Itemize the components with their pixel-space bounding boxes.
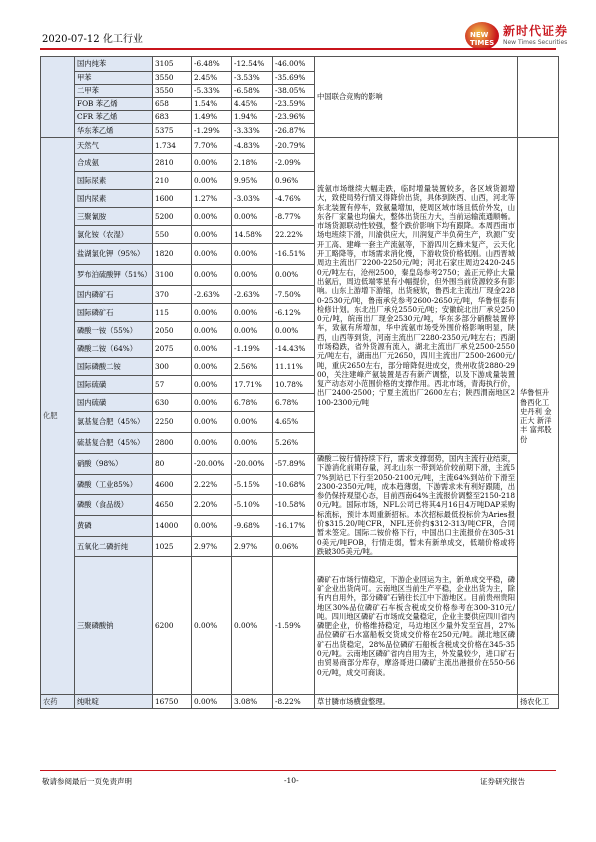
weekly-change: 0.00%: [192, 208, 232, 226]
commodity-name: 磷酸一铵（55%）: [75, 322, 153, 340]
latest-price: 3100: [153, 265, 192, 286]
weekly-change: 2.45%: [192, 72, 232, 85]
weekly-change: 1.49%: [192, 111, 232, 124]
yearly-change: -26.87%: [273, 124, 315, 138]
weekly-change: -1.29%: [192, 124, 232, 138]
yearly-change: 22.22%: [273, 226, 315, 244]
latest-price: 4650: [153, 495, 192, 516]
latest-price: 550: [153, 226, 192, 244]
commodity-name: 国内纯苯: [75, 57, 153, 72]
header-divider: [40, 48, 556, 50]
yearly-change: -35.69%: [273, 72, 315, 85]
commodity-name: 天然气: [75, 138, 153, 154]
monthly-change: 0.00%: [232, 265, 273, 286]
latest-price: 6200: [153, 557, 192, 695]
report-date-title: 2020-07-12 化工行业: [42, 34, 143, 45]
monthly-change: -4.83%: [232, 138, 273, 154]
monthly-change: 1.94%: [232, 111, 273, 124]
weekly-change: 2.97%: [192, 536, 232, 557]
yearly-change: -2.09%: [273, 154, 315, 172]
latest-price: 115: [153, 304, 192, 322]
latest-price: 2050: [153, 322, 192, 340]
price-table: [40, 56, 559, 709]
yearly-change: -16.51%: [273, 244, 315, 265]
yearly-change: -16.17%: [273, 515, 315, 536]
latest-price: 80: [153, 454, 192, 475]
weekly-change: 0.00%: [192, 557, 232, 695]
monthly-change: -20.00%: [232, 454, 273, 475]
yearly-change: 4.65%: [273, 412, 315, 433]
monthly-change: -6.58%: [232, 85, 273, 98]
commodity-name: 国际硫磺: [75, 376, 153, 394]
yearly-change: -6.12%: [273, 304, 315, 322]
table-row: [41, 454, 559, 475]
monthly-change: 17.71%: [232, 376, 273, 394]
monthly-change: 0.00%: [232, 208, 273, 226]
weekly-change: 0.00%: [192, 376, 232, 394]
weekly-change: 0.00%: [192, 394, 232, 412]
weekly-change: 1.27%: [192, 190, 232, 208]
latest-price: 683: [153, 111, 192, 124]
commodity-name: 磷酸（食品级）: [75, 495, 153, 516]
commodity-name: 磷酸（工业85%）: [75, 474, 153, 495]
latest-price: 658: [153, 98, 192, 111]
market-commentary: 磷酸二铵行情持续下行，需求支撑弱势，国内主流行业结束，下游消化前期存量，河北山东一带到站价较前期下滑，主流57%到站已下行至2050-2100元/吨，主流64%到站价下滑至2300-2350元/吨，成本趋薄弱，下游需求未有利好跟随，出参仍保持观望心态，目前西南64%主流报价调整至2150-2180元/吨。国际市场，NFL公司已将其4月16日4万吨DAP采购标流标，预计本周重新招标。本次招标最低投标价为Aries报价$315.20/吨CFR，NFL还价约$312-313/吨CFR，合同暂未签定。国际二铵价格下行，中国出口主流报价在305-310美元/吨FOB，行情走弱，暂未有新单成交，低端价格或将跌破305美元/吨。: [315, 454, 518, 557]
monthly-change: -1.19%: [232, 340, 273, 358]
yearly-change: 5.26%: [273, 433, 315, 454]
commodity-name: 氯化铵（农湿）: [75, 226, 153, 244]
weekly-change: -5.33%: [192, 85, 232, 98]
market-commentary: 中国联合竞购的影响: [315, 57, 518, 138]
yearly-change: 0.06%: [273, 536, 315, 557]
commodity-name: 氯基复合肥（45%）: [75, 412, 153, 433]
weekly-change: 2.20%: [192, 495, 232, 516]
yearly-change: -46.00%: [273, 57, 315, 72]
yearly-change: 0.96%: [273, 172, 315, 190]
latest-price: 14000: [153, 515, 192, 536]
commodity-name: 甲苯: [75, 72, 153, 85]
table-row: [41, 138, 559, 154]
latest-price: 2800: [153, 433, 192, 454]
monthly-change: -3.03%: [232, 190, 273, 208]
logo-emblem-icon: NEW TIMES: [465, 22, 499, 50]
yearly-change: 0.00%: [273, 322, 315, 340]
weekly-change: 0.00%: [192, 340, 232, 358]
yearly-change: -1.59%: [273, 557, 315, 695]
latest-price: 5375: [153, 124, 192, 138]
commodity-name: 三聚氰胺: [75, 208, 153, 226]
table-row: [41, 557, 559, 695]
category-cell: 农药: [41, 695, 75, 709]
logo-english-name: New Times Securities: [503, 39, 568, 46]
weekly-change: 0.00%: [192, 358, 232, 376]
market-commentary: 磷矿石市场行情稳定，下游企业回运为主，新单成交平稳，磷矿企业出货尚可。云南地区当前生产平稳，企业出货为主，除有内自用外，部分磷矿石销往长江中下游地区。目前贵州贵阳地区30%品位磷矿石车板含税成交价格参考在300-310元/吨。四川地区磷矿石市场成交量稳定，企业主要供应四川省内磷肥企业，价格维持稳定，马边地区少量外发至宜昌，27%品位磷矿石水富船板交货成交价格在250元/吨。湖北地区磷矿石出货稳定，28%品位磷矿石船板含税成交价格在345-350元/吨。云南地区磷矿省内自用为主，外发量较少，进口矿石由贸易商部分库存，摩洛哥进口磷矿主流出港报价在550-560元/吨，成交可商谈。: [315, 557, 518, 695]
commodity-name: 二甲苯: [75, 85, 153, 98]
yearly-change: -23.59%: [273, 98, 315, 111]
footer-report-type: 证券研究报告: [480, 777, 525, 786]
latest-price: 3550: [153, 72, 192, 85]
commodity-name: 黄磷: [75, 515, 153, 536]
yearly-change: 0.00%: [273, 265, 315, 286]
commodity-name: 盐湖氯化钾（95%）: [75, 244, 153, 265]
commodity-name: 罗布泊硫酸钾（51%）: [75, 265, 153, 286]
yearly-change: 11.11%: [273, 358, 315, 376]
monthly-change: -5.10%: [232, 495, 273, 516]
latest-price: 1600: [153, 190, 192, 208]
monthly-change: -3.33%: [232, 124, 273, 138]
commodity-name: 华东苯乙烯: [75, 124, 153, 138]
yearly-change: -8.22%: [273, 695, 315, 709]
latest-price: 1.734: [153, 138, 192, 154]
weekly-change: 7.70%: [192, 138, 232, 154]
commodity-name: 国内硫磺: [75, 394, 153, 412]
related-stocks: 华鲁恒升 鲁西化工 史丹利 金正大 新洋丰 富邦股份: [518, 138, 559, 695]
monthly-change: 2.18%: [232, 154, 273, 172]
weekly-change: -6.48%: [192, 57, 232, 72]
yearly-change: -8.77%: [273, 208, 315, 226]
monthly-change: 9.95%: [232, 172, 273, 190]
commodity-name: 国际磷矿石: [75, 304, 153, 322]
latest-price: 370: [153, 286, 192, 304]
weekly-change: 0.00%: [192, 244, 232, 265]
yearly-change: -20.79%: [273, 138, 315, 154]
latest-price: 2250: [153, 412, 192, 433]
commodity-name: 国际磷酸二铵: [75, 358, 153, 376]
commodity-name: CFR 苯乙烯: [75, 111, 153, 124]
weekly-change: 0.00%: [192, 322, 232, 340]
market-commentary: 流氨市场继续大幅走跌，临时增量装置较多，各区域货源增大，致使局势行情又得降价出货，具体到陕西、山西，河北等东北装置有停车，致氨量增加，使周区域市场且低价外发，山东各厂家量也均偏大，整体出货压力大，当前运输流通顺畅。市场货源联动性较强，整个跌价影响下均有跟降。本周西南市场电班续下滑，川渝供应大，川润复产半负荷生产，玖源广安开工高、建峰一套主产流氨等，下游四川乞蜂未复产，云天化开工略降等，市场需求消化慢，下游收货价格低刚。山西晋城周边主流出厂2200-2250元/吨；河北石家庄周边2420-2450元/吨左右，沧州2500，秦皇岛参考2750；盖正元停止大量出氨后，周边低端零星有小幅提价，但外围当前货源较多有影响。山东上游增下游缩，出货疲软，鲁西北主流出厂现金2280-2530元/吨，鲁南承兑参考2600-2650元/吨，华鲁恒泰有检修计划。东北出厂承兑2550元/吨；安徽皖北出厂承兑2500元/吨，皖南出厂现金2530元/吨，华东多部分硝酸装置停车，致氨有所增加，华中流氨市场受外围价格影响明显，陕西，山西等到货，河南主流出厂2280-2350元/吨左右；西湖市场稳跌，省外货源有流入，湖北主流出厂承兑2500-2550元/吨左右，湖南出厂元2650，四川主流出厂2500-2600元/吨，重庆2650左右，部分暗降促进成交，贵州收货2880-2900，关注建峰产氨装置是否有新产调整，以及下游成量装置复产动态对小范围价格的支撑作用。西北市场，青海执行价，出厂2400-2500；宁夏主流出厂2600左右；陕西渭南地区2100-2300元/吨: [315, 138, 518, 454]
yearly-change: -23.96%: [273, 111, 315, 124]
monthly-change: -9.68%: [232, 515, 273, 536]
weekly-change: -2.63%: [192, 286, 232, 304]
commodity-name: 五氧化二磷折纯: [75, 536, 153, 557]
related-stocks: [518, 57, 559, 138]
latest-price: 3550: [153, 85, 192, 98]
latest-price: 1820: [153, 244, 192, 265]
latest-price: 210: [153, 172, 192, 190]
commodity-name: 三聚磷酸钠: [75, 557, 153, 695]
yearly-change: -57.89%: [273, 454, 315, 475]
commodity-name: 国内磷矿石: [75, 286, 153, 304]
monthly-change: 2.97%: [232, 536, 273, 557]
monthly-change: 0.00%: [232, 557, 273, 695]
footer-divider: [40, 770, 556, 771]
monthly-change: 0.00%: [232, 433, 273, 454]
weekly-change: 0.00%: [192, 304, 232, 322]
yearly-change: -7.50%: [273, 286, 315, 304]
latest-price: 3105: [153, 57, 192, 72]
latest-price: 57: [153, 376, 192, 394]
market-commentary: 草甘膦市场横盘整理。: [315, 695, 518, 709]
monthly-change: -5.15%: [232, 474, 273, 495]
weekly-change: 0.00%: [192, 695, 232, 709]
yearly-change: 10.78%: [273, 376, 315, 394]
monthly-change: 0.00%: [232, 412, 273, 433]
weekly-change: 0.00%: [192, 433, 232, 454]
weekly-change: 0.00%: [192, 172, 232, 190]
monthly-change: 4.45%: [232, 98, 273, 111]
weekly-change: 1.54%: [192, 98, 232, 111]
monthly-change: -3.53%: [232, 72, 273, 85]
weekly-change: 0.00%: [192, 515, 232, 536]
monthly-change: 3.08%: [232, 695, 273, 709]
commodity-name: 国内尿素: [75, 190, 153, 208]
monthly-change: 14.58%: [232, 226, 273, 244]
logo-chinese-name: 新时代证券: [503, 24, 569, 38]
monthly-change: 0.00%: [232, 322, 273, 340]
commodity-name: 合成氨: [75, 154, 153, 172]
latest-price: 2075: [153, 340, 192, 358]
yearly-change: -10.58%: [273, 495, 315, 516]
latest-price: 16750: [153, 695, 192, 709]
weekly-change: -20.00%: [192, 454, 232, 475]
latest-price: 2810: [153, 154, 192, 172]
weekly-change: 2.22%: [192, 474, 232, 495]
latest-price: 4600: [153, 474, 192, 495]
table-row: [41, 57, 559, 72]
commodity-name: 硝酸（98%）: [75, 454, 153, 475]
related-stocks: 扬农化工: [518, 695, 559, 709]
monthly-change: -2.63%: [232, 286, 273, 304]
monthly-change: 2.56%: [232, 358, 273, 376]
yearly-change: -10.68%: [273, 474, 315, 495]
monthly-change: 0.00%: [232, 304, 273, 322]
category-cell: 化肥: [41, 138, 75, 695]
weekly-change: 0.00%: [192, 154, 232, 172]
latest-price: 630: [153, 394, 192, 412]
page-number: -10-: [284, 776, 299, 785]
commodity-name: 国际尿素: [75, 172, 153, 190]
monthly-change: 0.00%: [232, 244, 273, 265]
latest-price: 1025: [153, 536, 192, 557]
weekly-change: 0.00%: [192, 226, 232, 244]
weekly-change: 0.00%: [192, 412, 232, 433]
monthly-change: -12.54%: [232, 57, 273, 72]
commodity-name: FOB 苯乙烯: [75, 98, 153, 111]
latest-price: 300: [153, 358, 192, 376]
yearly-change: -4.76%: [273, 190, 315, 208]
yearly-change: -38.05%: [273, 85, 315, 98]
commodity-name: 纯吡啶: [75, 695, 153, 709]
table-row: [41, 695, 559, 709]
commodity-name: 磷酸二铵（64%）: [75, 340, 153, 358]
latest-price: 5200: [153, 208, 192, 226]
weekly-change: 0.00%: [192, 265, 232, 286]
yearly-change: -14.43%: [273, 340, 315, 358]
yearly-change: 6.78%: [273, 394, 315, 412]
monthly-change: 6.78%: [232, 394, 273, 412]
commodity-name: 硫基复合肥（45%）: [75, 433, 153, 454]
category-cell: [41, 57, 75, 138]
footer-disclaimer: 敬请参阅最后一页免责声明: [42, 777, 132, 786]
